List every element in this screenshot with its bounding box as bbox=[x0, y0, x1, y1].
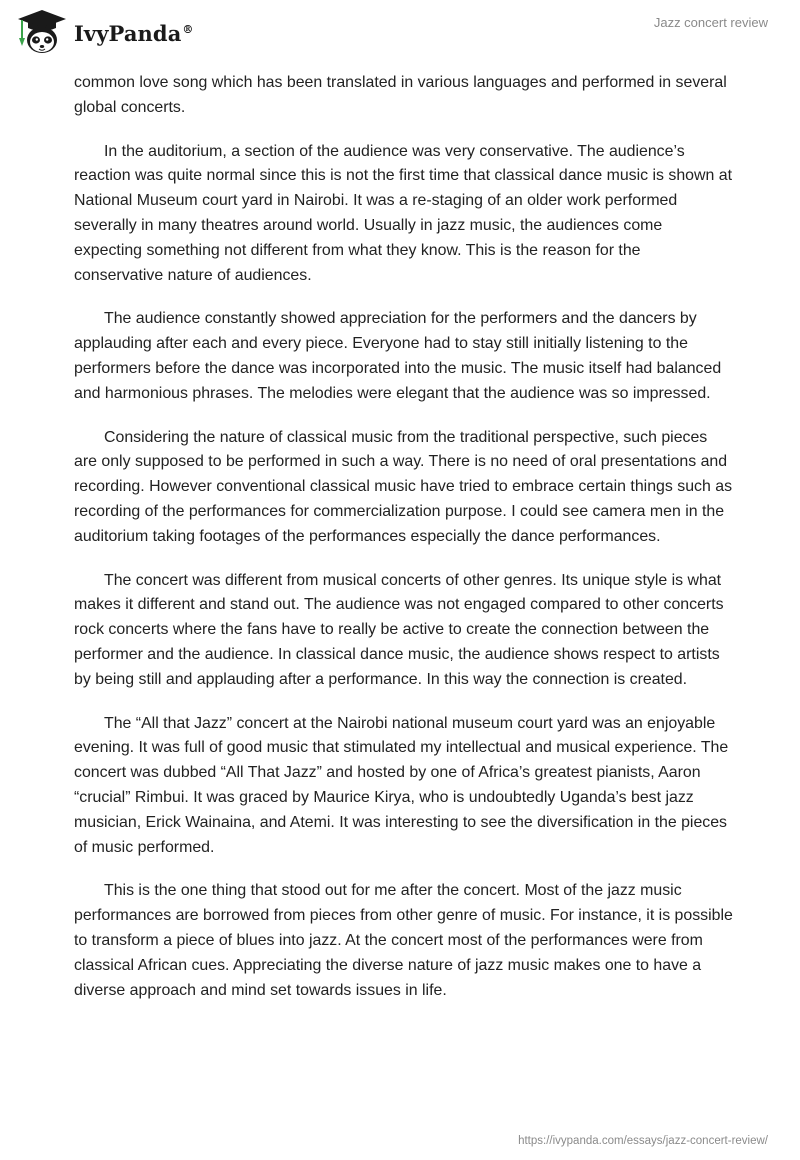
essay-paragraph: The “All that Jazz” concert at the Nairobi national museum court yard was an enjoyable evening. It was full of good music that stimulated my intellectual and musical experience. The concert was dubbed “All That Jazz” and hosted by one of Africa’s greatest pianists, Aaron “crucial” Rimbui. It was graced by Maurice Kirya, who is undoubtedly Uganda’s best jazz musician, Erick Wainaina, and Atemi. It was interesting to see the diversification in the pieces of music performed. bbox=[74, 714, 729, 856]
essay-body bbox=[74, 71, 734, 1022]
essay-paragraph: The audience constantly showed appreciation for the performers and the dancers by applauding after each and every piece. Everyone had to stay still initially listening to the performers before the dance was incorporated into the music. The music itself had balanced and harmonious phrases. The melodies were elegant that the audience was so impressed. bbox=[74, 310, 722, 402]
essay-paragraph: In the auditorium, a section of the audience was very conservative. The audience’s reaction was quite normal since this is not the first time that classical dance music is shown at National Museum court yard in Nairobi. It was a re-staging of an older work performed severally in many theatres around world. Usually in jazz music, the audiences come expecting something not different from what they know. This is the reason for the conservative nature of audiences. bbox=[74, 142, 732, 284]
essay-paragraph: This is the one thing that stood out for me after the concert. Most of the jazz music performances are borrowed from pieces from other genre of music. For instance, it is possible to transform a piece of blues into jazz. At the concert most of the performances were from classical African cues. Appreciating the diverse nature of jazz music makes one to have a diverse approach and mind set towards issues in life. bbox=[74, 882, 733, 999]
essay-paragraph: Considering the nature of classical music from the traditional perspective, such pieces are only supposed to be performed in such a way. There is no need of oral presentations and recording. However conventional classical music have tried to embrace certain things such as recording of the performances for commercialization purpose. I could see camera men in the auditorium taking footages of the performances especially the dance performances. bbox=[74, 428, 733, 545]
ivypanda-logo[interactable] bbox=[14, 8, 194, 56]
logo-wordmark: IvyPanda® bbox=[74, 20, 194, 46]
essay-paragraph: The concert was different from musical concerts of other genres. Its unique style is what makes it different and stand out. The audience was not engaged compared to other concerts rock concerts where the fans have to really be active to create the connection between the performer and the audience. In classical dance music, the audience shows respect to artists by being still and applauding after a performance. In this way the connection is created. bbox=[74, 571, 724, 688]
registered-mark: ® bbox=[182, 22, 194, 36]
source-url[interactable]: https://ivypanda.com/essays/jazz-concert-review/ bbox=[518, 1135, 768, 1147]
document-title: Jazz concert review bbox=[653, 15, 768, 30]
page-header bbox=[0, 0, 800, 64]
essay-paragraph: common love song which has been translated in various languages and performed in several global concerts. bbox=[74, 74, 727, 116]
panda-graduation-cap-icon bbox=[14, 8, 70, 56]
